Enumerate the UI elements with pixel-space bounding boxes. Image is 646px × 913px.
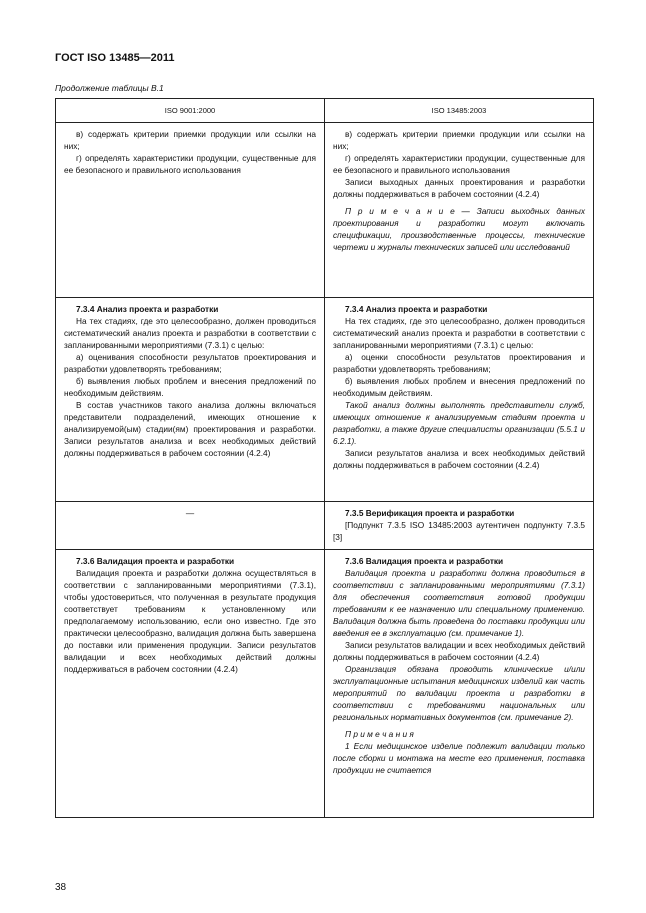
paragraph: г) определять характеристики продукции, существенные для ее безопасного и правильного использования: [333, 153, 585, 175]
paragraph: Такой анализ должны выполнять представители служб, имеющих отношение к анализируемым стадиям проекта и разработки, а также другие специалисты организации (5.5.1 и 6.2.1).: [333, 400, 585, 446]
column-header-iso9001: ISO 9001:2000: [56, 99, 325, 123]
cell-iso9001: [56, 502, 325, 550]
section-heading: 7.3.5 Верификация проекта и разработки: [345, 508, 515, 518]
cell-iso13485: [325, 550, 594, 818]
section-heading: 7.3.6 Валидация проекта и разработки: [76, 556, 235, 566]
section-heading: 7.3.4 Анализ проекта и разработки: [76, 304, 219, 314]
cell-iso9001: [56, 123, 325, 298]
table-row: [56, 550, 594, 818]
paragraph: Записи результатов валидации и всех необходимых действий должны поддерживаться в рабочем состоянии (4.2.4): [333, 640, 585, 662]
section-heading: 7.3.4 Анализ проекта и разработки: [345, 304, 488, 314]
paragraph: Организация обязана проводить клинические и/или эксплуатационные испытания медицинских изделий как часть мероприятий по валидации проекта и разработки в соответствии с требованиями национальных или региональных нормативных документов (см. примечание 2).: [333, 664, 585, 722]
note-paragraph: 1 Если медицинское изделие подлежит валидации только после сборки и монтажа на месте его применения, поставка продукции не считается: [333, 741, 585, 775]
cell-iso13485: [325, 502, 594, 550]
table-row: [56, 298, 594, 502]
paragraph: в) содержать критерии приемки продукции или ссылки на них;: [333, 129, 585, 151]
table-header-row: [56, 99, 594, 123]
cell-iso13485: [325, 123, 594, 298]
paragraph: в) содержать критерии приемки продукции или ссылки на них;: [64, 129, 316, 151]
paragraph: а) оценивания способности результатов проектирования и разработки удовлетворять требованиям;: [64, 352, 316, 374]
paragraph: б) выявления любых проблем и внесения предложений по необходимым действиям.: [333, 376, 585, 398]
table-row: [56, 502, 594, 550]
paragraph: а) оценки способности результатов проектирования и разработки удовлетворять требованиям;: [333, 352, 585, 374]
cell-iso13485: [325, 298, 594, 502]
section-heading: 7.3.6 Валидация проекта и разработки: [345, 556, 504, 566]
page-number: 38: [55, 882, 67, 893]
table-row: [56, 123, 594, 298]
notes-heading: П р и м е ч а н и я: [345, 729, 414, 739]
paragraph: На тех стадиях, где это целесообразно, должен проводиться систематический анализ проекта и разработки в соответствии с запланированными мероприятиями (7.3.1) с целью:: [64, 316, 316, 350]
paragraph: г) определять характеристики продукции, существенные для ее безопасного и правильного использования: [64, 153, 316, 175]
paragraph: Записи результатов анализа и всех необходимых действий должны поддерживаться в рабочем состоянии (4.2.4): [333, 448, 585, 470]
paragraph: В состав участников такого анализа должны включаться представители подразделений, имеющих отношение к анализируемой(ым) стадии(ям) проектирования и разработки. Записи результатов анализа и всех необходимых действий должны поддерживаться в рабочем состоянии (4.2.4): [64, 400, 316, 458]
table-continuation-caption: Продолжение таблицы В.1: [55, 83, 164, 93]
paragraph: [Подпункт 7.3.5 ISO 13485:2003 аутентичен подпункту 7.3.5 [3]: [333, 520, 585, 542]
paragraph: Записи выходных данных проектирования и разработки должны поддерживаться в рабочем состоянии (4.2.4): [333, 177, 585, 199]
column-header-iso13485: ISO 13485:2003: [325, 99, 594, 123]
comparison-table: [55, 98, 594, 818]
paragraph: На тех стадиях, где это целесообразно, должен проводиться систематический анализ проекта и разработки в соответствии с запланированными мероприятиями (7.3.1) с целью:: [333, 316, 585, 350]
paragraph: Валидация проекта и разработки должна проводиться в соответствии с запланированными мероприятиями (7.3.1) для обеспечения соответствия готовой продукции требованиям к ее назначению или специальному применению. Валидация должна быть проведена до поставки продукции или введения ее в эксплуатацию (см. примечание 1).: [333, 568, 585, 638]
paragraph: б) выявления любых проблем и внесения предложений по необходимым действиям.: [64, 376, 316, 398]
paragraph: Валидация проекта и разработки должна осуществляться в соответствии с запланированными мероприятиями (7.3.1), чтобы удостовериться, что полученная в результате продукция соответствует требованиям к установленному или предполагаемому использованию, если оно известно. Где это практически целесообразно, валидация должна быть завершена до поставки или применения продукции. Записи результатов валидации и всех необходимых действий должны поддерживаться в рабочем состоянии (4.2.4): [64, 568, 316, 674]
cell-iso9001: [56, 298, 325, 502]
cell-iso9001: [56, 550, 325, 818]
note-paragraph: П р и м е ч а н и е — Записи выходных данных проектирования и разработки могут включать спецификации, производственные процессы, технические чертежи и журналы технических записей или исследований: [333, 206, 585, 252]
document-header: ГОСТ ISO 13485—2011: [55, 52, 175, 64]
dash-placeholder: —: [185, 508, 195, 518]
